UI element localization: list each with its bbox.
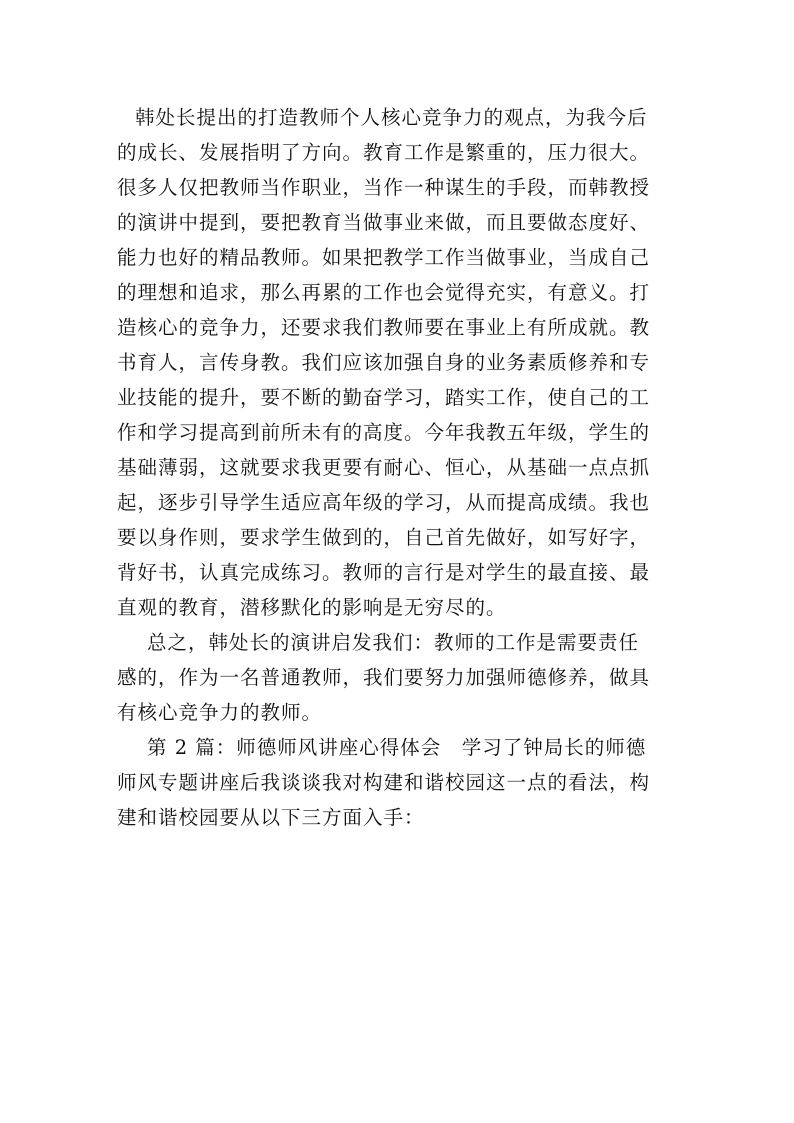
text-line: 有核心竞争力的教师。 [117, 701, 323, 724]
text-line: 作和学习提高到前所未有的高度。今年我教五年级，学生的 [117, 421, 651, 444]
paragraph-2 [117, 625, 687, 730]
text-line: 师风专题讲座后我谈谈我对构建和谐校园这一点的看法，构 [117, 771, 651, 794]
text-line: 造核心的竞争力，还要求我们教师要在事业上有所成就。教 [117, 316, 651, 339]
text-line: 感的，作为一名普通教师，我们要努力加强师德修养，做具 [117, 666, 651, 689]
text-line: 基础薄弱，这就要求我更要有耐心、恒心，从基础一点点抓 [117, 456, 651, 479]
text-line: 业技能的提升，要不断的勤奋学习，踏实工作，使自己的工 [117, 386, 651, 409]
text-line: 能力也好的精品教师。如果把教学工作当做事业，当成自己 [117, 246, 651, 269]
text-line: 起，逐步引导学生适应高年级的学习，从而提高成绩。我也 [117, 491, 651, 514]
text-line: 直观的教育，潜移默化的影响是无穷尽的。 [117, 596, 507, 619]
text-line: 的演讲中提到，要把教育当做事业来做，而且要做态度好、 [117, 211, 651, 234]
document-body [117, 100, 687, 835]
paragraph-1 [117, 100, 687, 625]
text-line: 总之，韩处长的演讲启发我们：教师的工作是需要责任 [147, 631, 640, 654]
text-line: 很多人仅把教师当作职业，当作一种谋生的手段，而韩教授 [117, 176, 651, 199]
text-line: 的成长、发展指明了方向。教育工作是繁重的，压力很大。 [117, 141, 651, 164]
text-line: 韩处长提出的打造教师个人核心竞争力的观点，为我今后 [135, 106, 648, 129]
text-line: 书育人，言传身教。我们应该加强自身的业务素质修养和专 [117, 351, 651, 374]
text-line: 第 2 篇：师德师风讲座心得体会 学习了钟局长的师德 [147, 736, 647, 759]
text-line: 的理想和追求，那么再累的工作也会觉得充实，有意义。打 [117, 281, 651, 304]
text-line: 要以身作则，要求学生做到的，自己首先做好，如写好字， [117, 526, 651, 549]
paragraph-3 [117, 730, 687, 835]
text-line: 建和谐校园要从以下三方面入手： [117, 806, 425, 829]
text-line: 背好书，认真完成练习。教师的言行是对学生的最直接、最 [117, 561, 651, 584]
